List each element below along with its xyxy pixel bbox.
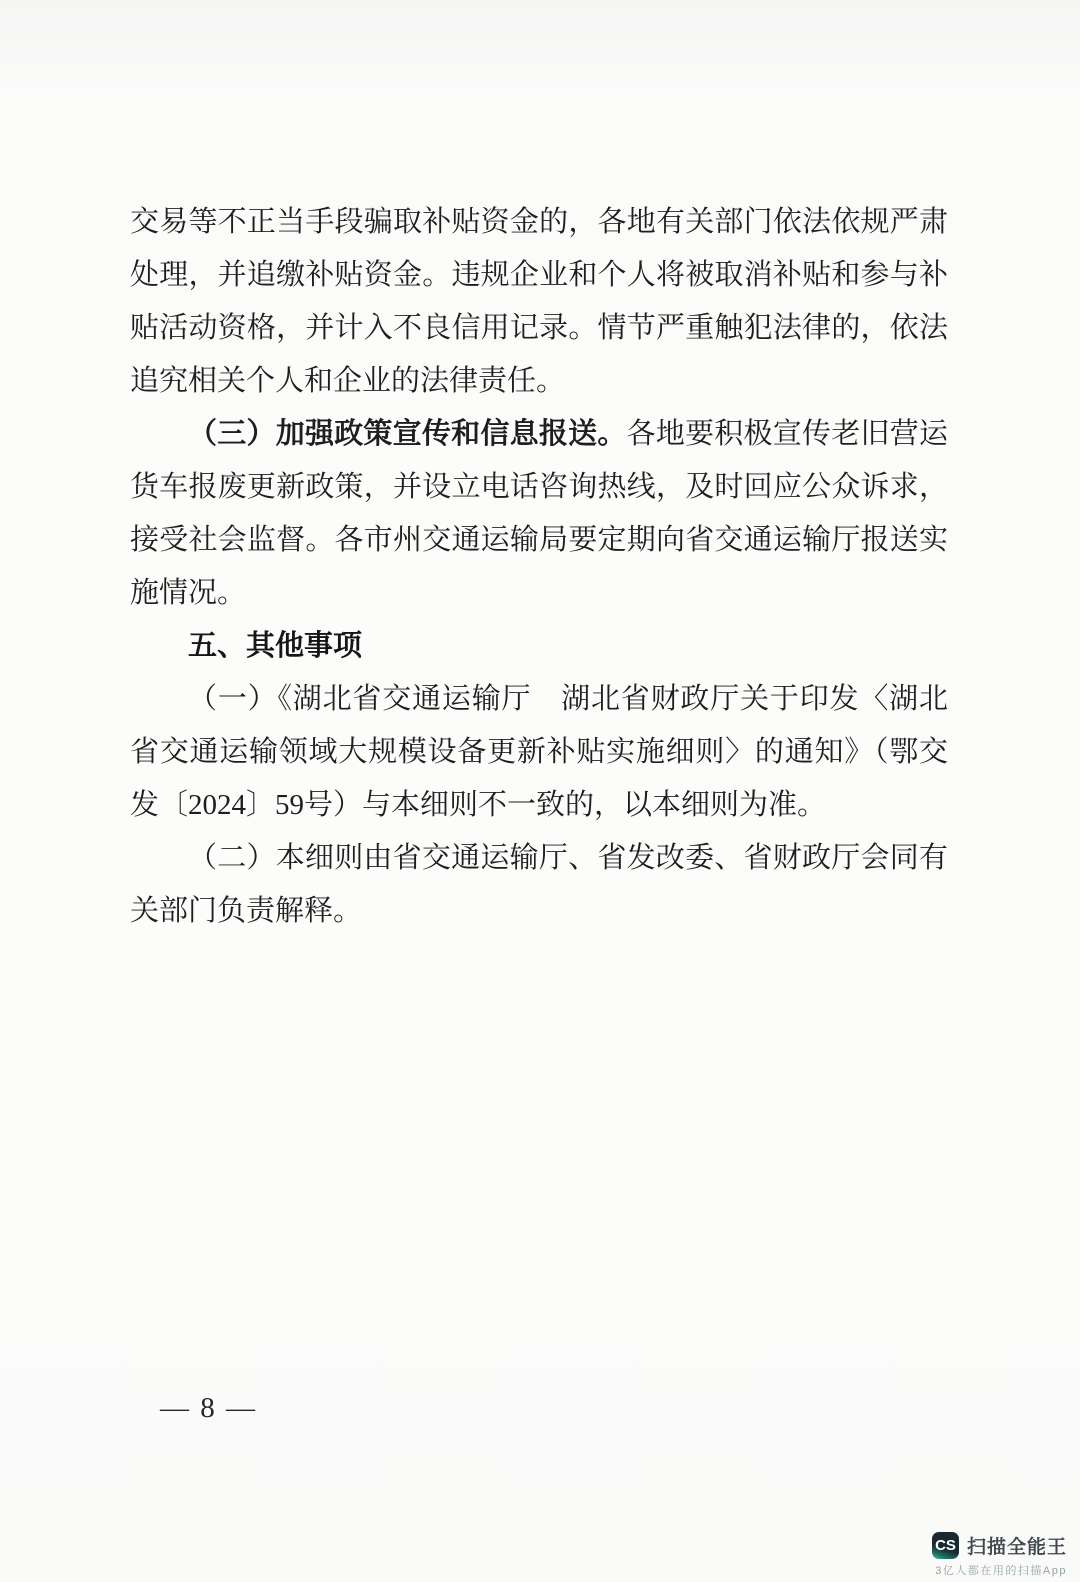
paragraph-item-3-body: 各地要积极宣传老旧营运货车报废更新政策，并设立电话咨询热线，及时回应公众诉求，接受社会监督。各市州交通运输局要定期向省交通运输厅报送实施情况。 (130, 418, 948, 609)
camscanner-watermark-row (932, 1532, 1067, 1559)
paragraph-penalty-continuation: 交易等不正当手段骗取补贴资金的，各地有关部门依法依规严肃处理，并追缴补贴资金。违规企业和个人将被取消补贴和参与补贴活动资格，并计入不良信用记录。情节严重触犯法律的，依法追究相关个人和企业的法律责任。 (130, 206, 948, 397)
paragraph-item-2: （二）本细则由省交通运输厅、省发改委、省财政厅会同有关部门负责解释。 (130, 842, 948, 927)
paragraph-item-3 (130, 408, 948, 620)
paragraph-item-3-lead: （三）加强政策宣传和信息报送。 (188, 418, 627, 450)
camscanner-logo-text: CS (935, 1537, 956, 1554)
document-body (130, 196, 948, 938)
paragraph-item-1: （一）《湖北省交通运输厅 湖北省财政厅关于印发〈湖北省交通运输领域大规模设备更新补贴实施细则〉的通知》（鄂交发〔2024〕59号）与本细则不一致的，以本细则为准。 (130, 683, 948, 821)
camscanner-watermark (932, 1532, 1067, 1578)
camscanner-app-name: 扫描全能王 (966, 1537, 1067, 1558)
page-number: — 8 — (160, 1392, 257, 1424)
section-heading-other-matters: 五、其他事项 (188, 630, 363, 662)
camscanner-logo-icon (932, 1532, 959, 1559)
camscanner-tagline: 3亿人都在用的扫描App (935, 1565, 1067, 1577)
